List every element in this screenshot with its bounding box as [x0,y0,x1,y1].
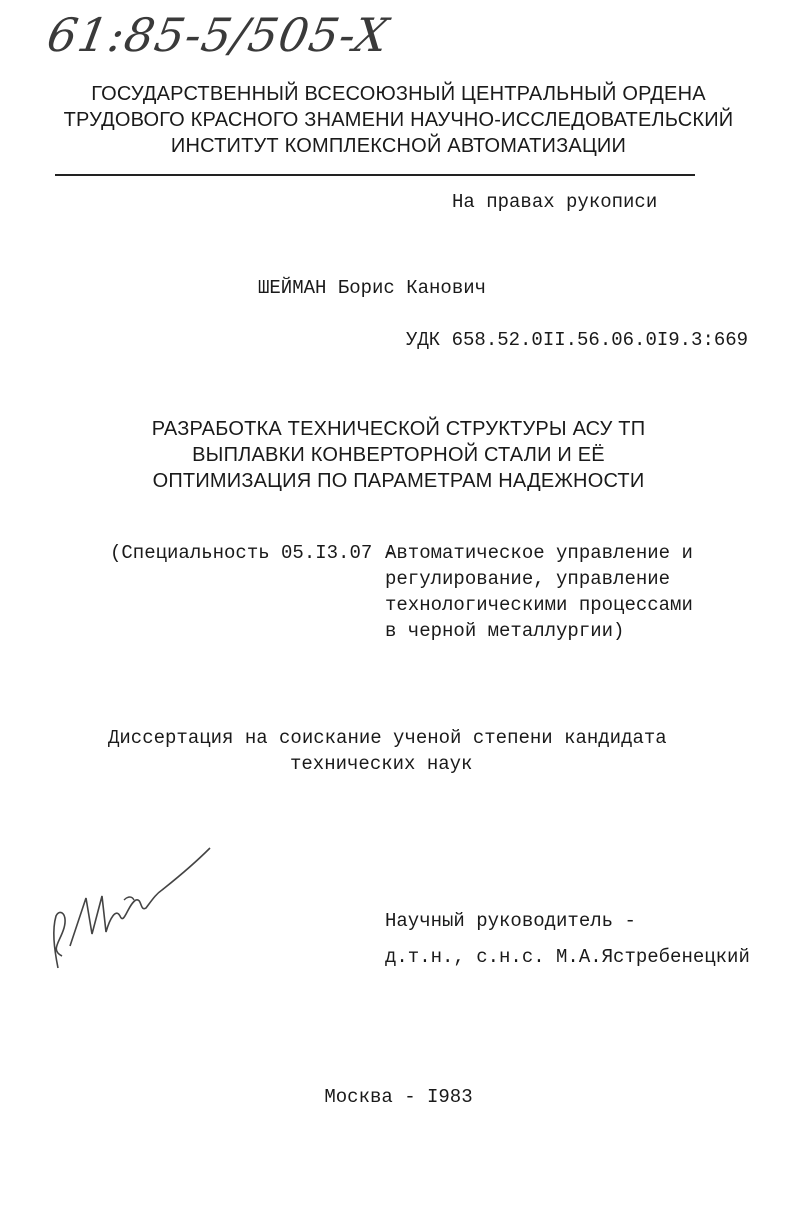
specialty-line-2: регулирование, управление [385,568,671,590]
specialty-line-3: технологическими процессами [385,594,693,616]
supervisor-name: д.т.н., с.н.с. М.А.Ястребенецкий [385,946,750,968]
title-line-1: РАЗРАБОТКА ТЕХНИЧЕСКОЙ СТРУКТУРЫ АСУ ТП [151,418,646,440]
institution-line-3: ИНСТИТУТ КОМПЛЕКСНОЙ АВТОМАТИЗАЦИИ [170,135,627,157]
specialty-prefix: (Специальность 05.I3.07 - [110,542,396,564]
archive-number-handwritten: 61:85-5/505-X [43,8,394,62]
institution-line-1: ГОСУДАРСТВЕННЫЙ ВСЕСОЮЗНЫЙ ЦЕНТРАЛЬНЫЙ ОРДЕНА [91,83,706,105]
title-line-2: ВЫПЛАВКИ КОНВЕРТОРНОЙ СТАЛИ И ЕЁ [192,444,605,466]
supervisor-label: Научный руководитель - [385,910,636,932]
institution-line-2: ТРУДОВОГО КРАСНОГО ЗНАМЕНИ НАУЧНО-ИССЛЕДОВАТЕЛЬСКИЙ [63,109,734,131]
author-name: ШЕЙМАН Борис Канович [258,277,487,299]
header-divider [55,174,695,176]
manuscript-note: На правах рукописи [452,191,658,213]
specialty-line-1: Автоматическое управление и [385,542,693,564]
dissertation-line-2: технических наук [290,753,473,775]
title-line-3: ОПТИМИЗАЦИЯ ПО ПАРАМЕТРАМ НАДЕЖНОСТИ [152,470,645,492]
place-and-year: Москва - I983 [324,1086,473,1108]
specialty-line-4: в черной металлургии) [385,620,625,642]
udc-code: УДК 658.52.0II.56.06.0I9.3:669 [406,329,749,351]
handwritten-signature [40,838,220,978]
dissertation-line-1: Диссертация на соискание ученой степени кандидата [108,727,667,749]
